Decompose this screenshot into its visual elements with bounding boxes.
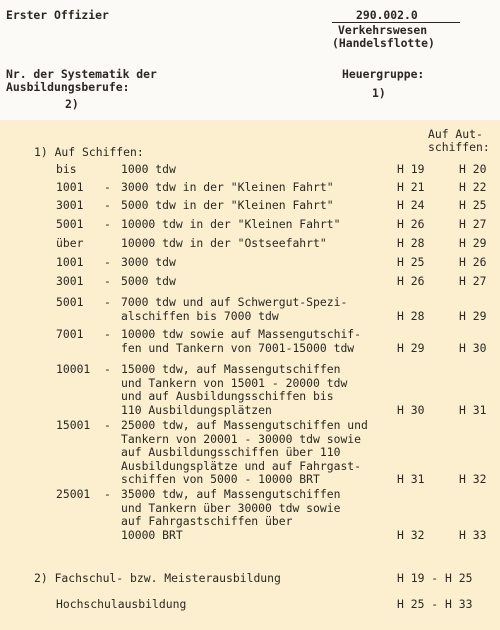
row-from: 25001	[56, 487, 91, 501]
row-description: 1000 tdw	[121, 162, 176, 176]
row-description: 10000 tdw in der "Kleinen Fahrt"	[121, 217, 341, 231]
row-pay-group: H 19	[397, 162, 425, 176]
row-pay-group-aut: H 25	[459, 198, 487, 212]
col2-header-line-1: Auf Aut-	[428, 127, 483, 141]
job-code: 290.002.0	[356, 8, 418, 22]
row-description: 15000 tdw, auf Massengutschiffen und Tankern von 15001 - 20000 tdw und auf Ausbildungsschiffen bis 110 Ausbildungsplätzen	[121, 362, 348, 417]
row-from: 5001	[56, 217, 84, 231]
row-from: 5001	[56, 295, 84, 309]
row-description: 25000 tdw, auf Massengutschiffen und Tankern von 20001 - 30000 tdw sowie auf Ausbildungsschiffen über 110 Ausbildungsplätze und auf Fahrgast- schiffen von 5000 - 10000 BRT	[121, 418, 368, 486]
row-dash: -	[104, 362, 111, 376]
row-dash: -	[104, 198, 111, 212]
row-pay-group-aut: H 32	[459, 472, 487, 486]
row-dash: -	[104, 295, 111, 309]
row-pay-group: H 32	[397, 527, 425, 542]
row-from: 10001	[56, 362, 91, 376]
row-pay-group: H 24	[397, 198, 425, 212]
row-pay-group-aut: H 33	[459, 527, 487, 542]
row-pay-group: H 21	[397, 180, 425, 194]
row-from: 7001	[56, 327, 84, 341]
sector-line-1: Verkehrswesen	[338, 23, 428, 37]
heuergruppe-value: 1)	[372, 86, 386, 100]
row-from: 1001	[56, 180, 84, 194]
row-from: 3001	[56, 198, 84, 212]
row-pay-group: H 25	[397, 255, 425, 269]
row-pay-group: H 31	[397, 472, 425, 486]
row-pay-group-aut: H 27	[459, 274, 487, 288]
section-2-range: H 19 - H 25	[397, 571, 473, 585]
row-description: 7000 tdw und auf Schwergut-Spezi- alschiffen bis 7000 tdw	[121, 295, 348, 323]
systematik-label-1: Nr. der Systematik der	[6, 67, 157, 81]
row-description: 10000 tdw in der "Ostseefahrt"	[121, 236, 327, 250]
row-from: bis	[56, 162, 77, 176]
systematik-label-2: Ausbildungsberufe:	[6, 80, 130, 94]
row-pay-group-aut: H 27	[459, 217, 487, 231]
row-pay-group-aut: H 30	[459, 340, 487, 355]
row-from: über	[56, 236, 84, 250]
section-1-title: 1) Auf Schiffen:	[34, 145, 144, 159]
row-description: 35000 tdw, auf Massengutschiffen und Tankern über 30000 tdw sowie auf Fahrgastschiffen über 10000 BRT	[121, 487, 341, 542]
row-description: 5000 tdw in der "Kleinen Fahrt"	[121, 198, 334, 212]
row-pay-group-aut: H 29	[459, 308, 487, 323]
row-description: 10000 tdw sowie auf Massengutschif- fen und Tankern von 7001-15000 tdw	[121, 327, 362, 355]
row-pay-group: H 29	[397, 340, 425, 355]
row-dash: -	[104, 217, 111, 231]
row-pay-group-aut: H 22	[459, 180, 487, 194]
row-dash: -	[104, 255, 111, 269]
row-pay-group: H 30	[397, 402, 425, 417]
hochschule-label: Hochschulausbildung	[56, 597, 187, 611]
row-pay-group-aut: H 29	[459, 236, 487, 250]
row-dash: -	[104, 274, 111, 288]
col2-header-line-2: schiffen:	[428, 140, 490, 154]
row-description: 3000 tdw in der "Kleinen Fahrt"	[121, 180, 334, 194]
systematik-value: 2)	[65, 97, 79, 111]
job-title: Erster Offizier	[6, 8, 109, 22]
row-dash: -	[104, 327, 111, 341]
row-pay-group: H 26	[397, 274, 425, 288]
row-from: 3001	[56, 274, 84, 288]
row-pay-group-aut: H 20	[459, 162, 487, 176]
hochschule-range: H 25 - H 33	[397, 597, 473, 611]
row-dash: -	[104, 418, 111, 432]
sector-line-2: (Handelsflotte)	[332, 36, 435, 50]
row-from: 15001	[56, 418, 91, 432]
row-dash: -	[104, 180, 111, 194]
row-pay-group: H 26	[397, 217, 425, 231]
heuergruppe-label: Heuergruppe:	[342, 67, 425, 81]
row-description: 3000 tdw	[121, 255, 176, 269]
row-from: 1001	[56, 255, 84, 269]
row-dash: -	[104, 487, 111, 501]
row-pay-group-aut: H 26	[459, 255, 487, 269]
row-pay-group: H 28	[397, 308, 425, 323]
row-pay-group-aut: H 31	[459, 402, 487, 417]
row-description: 5000 tdw	[121, 274, 176, 288]
section-2-title: 2) Fachschul- bzw. Meisterausbildung	[34, 571, 281, 585]
row-pay-group: H 28	[397, 236, 425, 250]
